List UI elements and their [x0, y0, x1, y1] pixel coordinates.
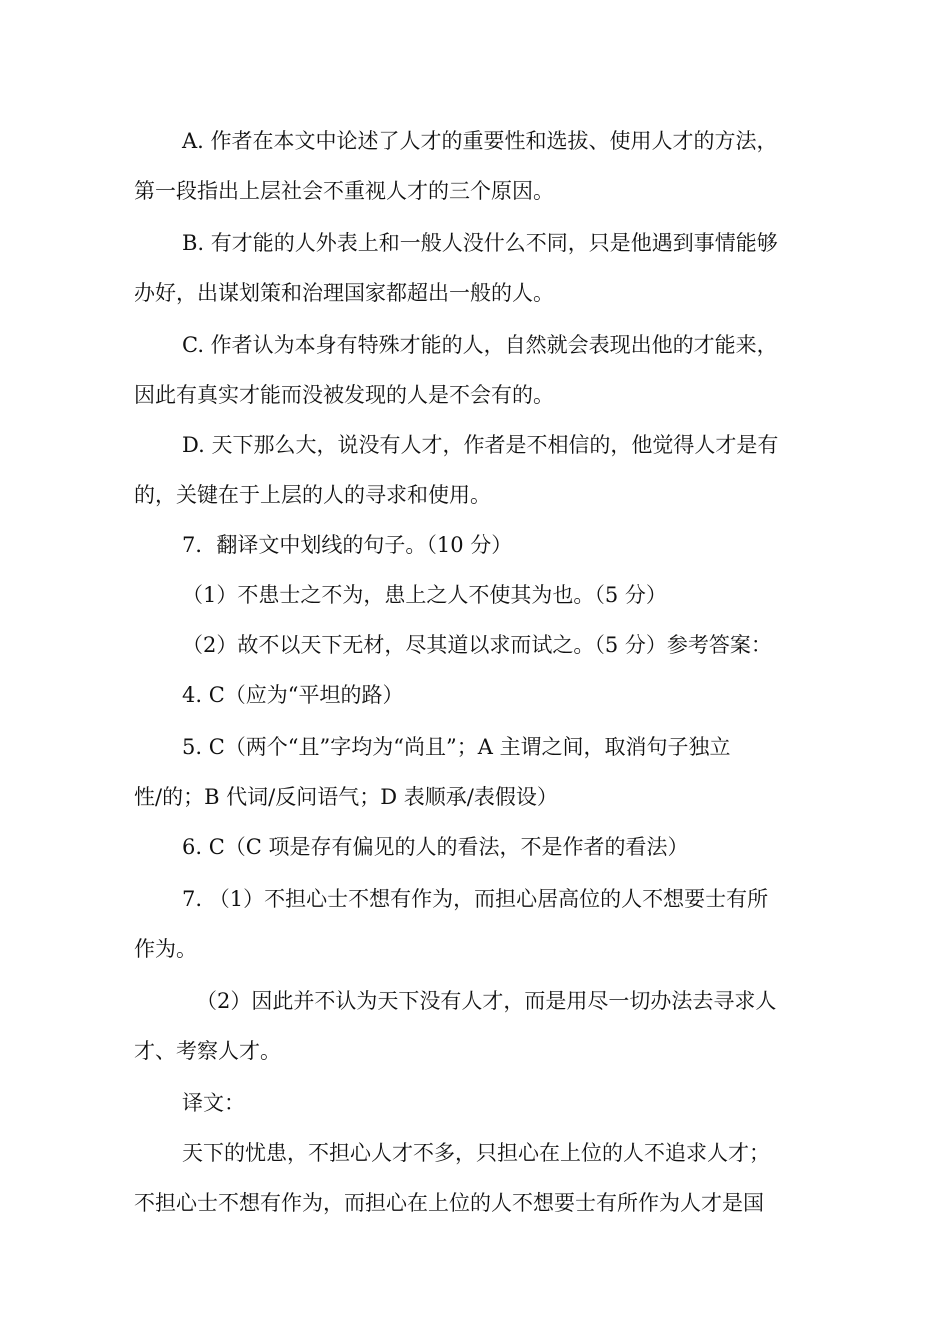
translation-heading: 译文： [182, 1091, 245, 1115]
answer-7-part-1-line-1: 7. （1）不担心士不想有作为，而担心居高位的人不想要士有所 [182, 887, 769, 911]
answer-7-part-1-line-2: 作为。 [134, 937, 197, 961]
option-c-line-2: 因此有真实才能而没被发现的人是不会有的。 [134, 383, 554, 407]
option-d-line-1: D. 天下那么大，说没有人才，作者是不相信的，他觉得人才是有 [182, 433, 779, 457]
question-7-part-2: （2）故不以天下无材，尽其道以求而试之。（5 分）参考答案： [182, 633, 772, 657]
option-a-line-2: 第一段指出上层社会不重视人才的三个原因。 [134, 179, 554, 203]
answer-5-line-1: 5. C（两个“且”字均为“尚且”；A 主谓之间，取消句子独立 [182, 735, 731, 759]
option-c-line-1: C. 作者认为本身有特殊才能的人，自然就会表现出他的才能来， [182, 333, 778, 357]
option-b-line-1: B. 有才能的人外表上和一般人没什么不同，只是他遇到事情能够 [182, 231, 778, 255]
question-7-part-1: （1）不患士之不为，患上之人不使其为也。（5 分） [182, 583, 667, 607]
translation-line-1: 天下的忧患，不担心人才不多，只担心在上位的人不追求人才； [182, 1141, 770, 1165]
option-b-line-2: 办好，出谋划策和治理国家都超出一般的人。 [134, 281, 554, 305]
answer-4: 4. C（应为“平坦的路） [182, 683, 404, 707]
option-d-line-2: 的，关键在于上层的人的寻求和使用。 [134, 483, 491, 507]
question-7-heading: 7．翻译文中划线的句子。（10 分） [182, 533, 513, 557]
translation-line-2: 不担心士不想有作为，而担心在上位的人不想要士有所作为人才是国 [134, 1191, 764, 1215]
answer-7-part-2-line-2: 才、考察人才。 [134, 1039, 281, 1063]
answer-6: 6. C（C 项是存有偏见的人的看法，不是作者的看法） [182, 835, 689, 859]
answer-7-part-2-line-1: （2）因此并不认为天下没有人才，而是用尽一切办法去寻求人 [196, 989, 777, 1013]
option-a-line-1: A. 作者在本文中论述了人才的重要性和选拔、使用人才的方法， [182, 129, 778, 153]
answer-5-line-2: 性/的；B 代词/反问语气；D 表顺承/表假设） [134, 785, 558, 809]
